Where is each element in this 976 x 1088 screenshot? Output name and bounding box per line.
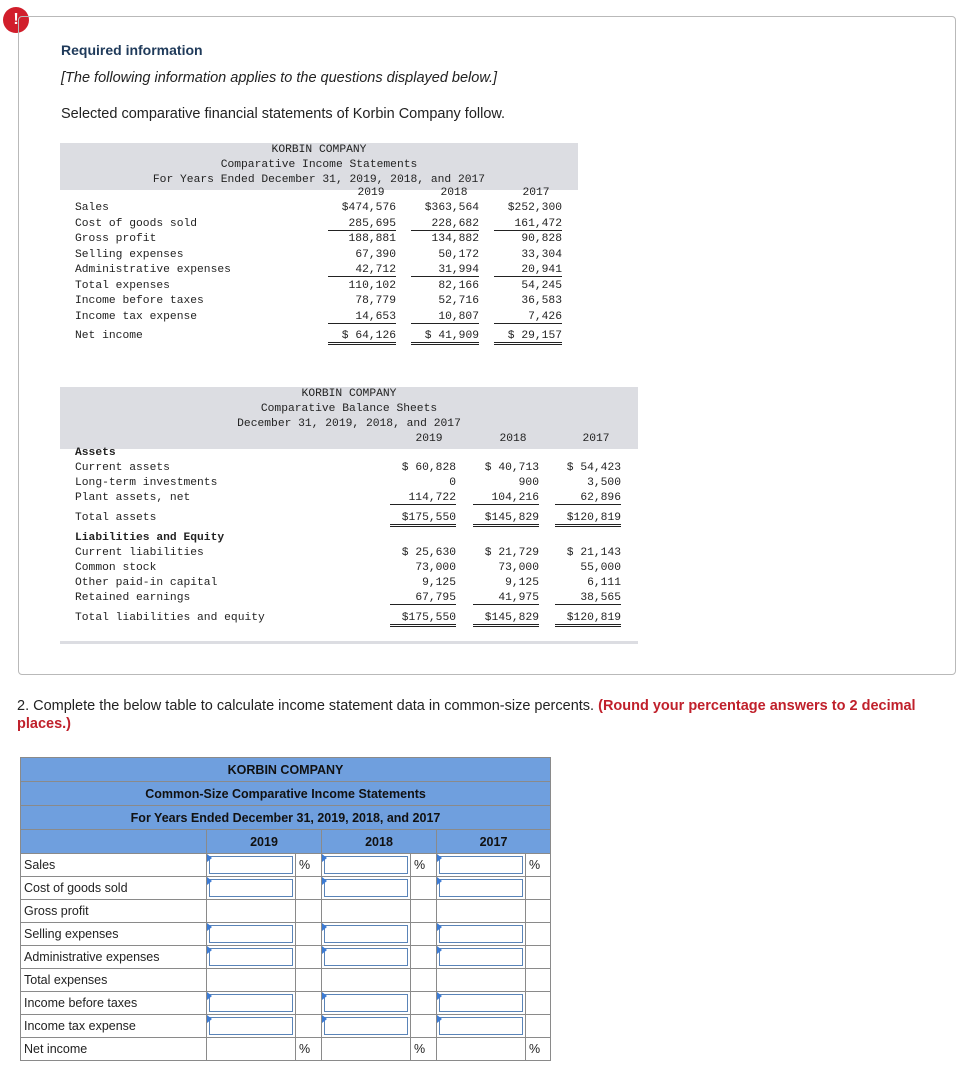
balance-row-label: Long-term investments — [75, 477, 218, 489]
input-marker-icon — [437, 877, 442, 885]
balance-value-2018: $145,829 — [473, 512, 539, 527]
income-statement-period: For Years Ended December 31, 2019, 2018, and 2017 — [152, 174, 486, 186]
income-value-2019: 285,695 — [328, 218, 396, 231]
assets-heading: Assets — [75, 447, 116, 459]
common-size-company: KORBIN COMPANY — [21, 758, 551, 782]
common-size-row-net-income — [21, 1038, 551, 1061]
income-row-label: Net income — [75, 330, 143, 342]
input-marker-icon — [322, 877, 327, 885]
income-year-2018: 2018 — [440, 187, 468, 199]
answer-input-selling-expenses-2017[interactable] — [439, 925, 523, 943]
input-marker-icon — [437, 854, 442, 862]
row-label: Selling expenses — [21, 923, 207, 946]
balance-row-label: Plant assets, net — [75, 492, 191, 504]
answer-input-sales-2019[interactable] — [209, 856, 293, 874]
balance-sheet-date: December 31, 2019, 2018, and 2017 — [237, 418, 461, 430]
percent-sign — [411, 1015, 437, 1038]
income-value-2019: 67,390 — [355, 249, 396, 261]
answer-cell-2018[interactable] — [322, 923, 411, 946]
income-value-2019: 42,712 — [328, 264, 396, 277]
percent-sign — [526, 877, 551, 900]
common-size-year-2017: 2017 — [437, 830, 551, 854]
answer-cell-2017[interactable] — [437, 992, 526, 1015]
answer-input-selling-expenses-2019[interactable] — [209, 925, 293, 943]
year-header-blank — [21, 830, 207, 854]
percent-sign: % — [526, 854, 551, 877]
balance-value-2019: 0 — [449, 477, 456, 489]
input-marker-icon — [207, 877, 212, 885]
input-marker-icon — [437, 946, 442, 954]
balance-year-2018: 2018 — [499, 433, 527, 445]
answer-input-selling-expenses-2018[interactable] — [324, 925, 408, 943]
percent-sign — [411, 877, 437, 900]
income-value-2019: $474,576 — [341, 202, 396, 214]
row-label: Income before taxes — [21, 992, 207, 1015]
income-row-label: Total expenses — [75, 280, 170, 292]
percent-sign — [411, 923, 437, 946]
balance-value-2018: 900 — [518, 477, 539, 489]
answer-input-cost-of-goods-sold-2019[interactable] — [209, 879, 293, 897]
answer-cell-2019 — [207, 900, 296, 923]
income-value-2018: 31,994 — [411, 264, 479, 277]
balance-row-label: Current liabilities — [75, 547, 204, 559]
answer-cell-2019[interactable] — [207, 1015, 296, 1038]
input-marker-icon — [207, 1015, 212, 1023]
answer-cell-2019[interactable] — [207, 854, 296, 877]
balance-value-2018: 41,975 — [473, 592, 539, 605]
common-size-row-total-expenses — [21, 969, 551, 992]
input-marker-icon — [437, 992, 442, 1000]
common-size-row-income-before-taxes — [21, 992, 551, 1015]
income-value-2017: 7,426 — [494, 311, 562, 324]
input-marker-icon — [207, 992, 212, 1000]
balance-year-2017: 2017 — [582, 433, 610, 445]
answer-input-administrative-expenses-2019[interactable] — [209, 948, 293, 966]
balance-sheet-title: Comparative Balance Sheets — [260, 403, 438, 415]
balance-value-2017: 38,565 — [555, 592, 621, 605]
income-row-label: Administrative expenses — [75, 264, 231, 276]
balance-value-2017: $ 54,423 — [566, 462, 621, 474]
balance-value-2018: $ 21,729 — [484, 547, 539, 559]
common-size-row-selling-expenses — [21, 923, 551, 946]
percent-sign — [526, 992, 551, 1015]
percent-sign — [296, 1015, 322, 1038]
common-size-year-2019: 2019 — [207, 830, 322, 854]
common-size-table — [20, 757, 551, 1061]
income-value-2017: 90,828 — [521, 233, 562, 245]
income-value-2017: 33,304 — [521, 249, 562, 261]
income-value-2017: 20,941 — [494, 264, 562, 277]
income-value-2018: $363,564 — [424, 202, 479, 214]
answer-input-cost-of-goods-sold-2018[interactable] — [324, 879, 408, 897]
answer-cell-2018[interactable] — [322, 854, 411, 877]
answer-cell-2019 — [207, 1038, 296, 1061]
balance-sheet-bottom-rule — [60, 641, 638, 644]
balance-value-2019: $ 25,630 — [401, 547, 456, 559]
answer-cell-2018[interactable] — [322, 946, 411, 969]
income-value-2019: 188,881 — [348, 233, 396, 245]
question-text — [17, 697, 947, 733]
income-value-2018: 228,682 — [411, 218, 479, 231]
income-value-2018: 10,807 — [411, 311, 479, 324]
common-size-row-gross-profit — [21, 900, 551, 923]
row-label: Total expenses — [21, 969, 207, 992]
row-label: Net income — [21, 1038, 207, 1061]
balance-value-2017: 62,896 — [555, 492, 621, 505]
answer-input-administrative-expenses-2017[interactable] — [439, 948, 523, 966]
common-size-year-row — [21, 830, 551, 854]
row-label: Administrative expenses — [21, 946, 207, 969]
common-size-title: Common-Size Comparative Income Statements — [21, 782, 551, 806]
income-value-2019: 14,653 — [328, 311, 396, 324]
answer-cell-2017[interactable] — [437, 1015, 526, 1038]
answer-cell-2017 — [437, 969, 526, 992]
income-statement-header — [60, 143, 578, 190]
answer-cell-2017 — [437, 900, 526, 923]
percent-sign: % — [411, 1038, 437, 1061]
input-marker-icon — [437, 1015, 442, 1023]
percent-sign: % — [526, 1038, 551, 1061]
answer-input-income-tax-expense-2018[interactable] — [324, 1017, 408, 1035]
percent-sign — [411, 969, 437, 992]
balance-value-2017: $120,819 — [555, 512, 621, 527]
liabilities-heading: Liabilities and Equity — [75, 532, 225, 544]
common-size-row-income-tax-expense — [21, 1015, 551, 1038]
percent-sign — [411, 992, 437, 1015]
input-marker-icon — [437, 923, 442, 931]
answer-cell-2018 — [322, 900, 411, 923]
balance-value-2019: $175,550 — [390, 512, 456, 527]
answer-cell-2019[interactable] — [207, 946, 296, 969]
balance-value-2017: $ 21,143 — [566, 547, 621, 559]
income-value-2019: $ 64,126 — [328, 330, 396, 345]
answer-input-sales-2018[interactable] — [324, 856, 408, 874]
answer-input-income-tax-expense-2017[interactable] — [439, 1017, 523, 1035]
row-label: Income tax expense — [21, 1015, 207, 1038]
income-row-label: Income before taxes — [75, 295, 204, 307]
answer-cell-2017[interactable] — [437, 923, 526, 946]
balance-year-2019: 2019 — [415, 433, 443, 445]
balance-row-label: Common stock — [75, 562, 157, 574]
answer-cell-2018[interactable] — [322, 992, 411, 1015]
required-info-intro: Selected comparative financial statements of Korbin Company follow. — [61, 106, 506, 122]
answer-input-income-tax-expense-2019[interactable] — [209, 1017, 293, 1035]
balance-value-2019: 114,722 — [390, 492, 456, 505]
input-marker-icon — [207, 946, 212, 954]
answer-cell-2017[interactable] — [437, 854, 526, 877]
balance-value-2017: $120,819 — [555, 612, 621, 627]
answer-cell-2019[interactable] — [207, 877, 296, 900]
input-marker-icon — [322, 992, 327, 1000]
common-size-row-sales — [21, 854, 551, 877]
income-year-2019: 2019 — [357, 187, 385, 199]
answer-input-income-before-taxes-2017[interactable] — [439, 994, 523, 1012]
income-statement-body — [60, 187, 578, 350]
balance-value-2017: 55,000 — [580, 562, 621, 574]
income-row-label: Selling expenses — [75, 249, 184, 261]
row-label: Cost of goods sold — [21, 877, 207, 900]
balance-value-2017: 6,111 — [587, 577, 621, 589]
input-marker-icon — [207, 923, 212, 931]
balance-row-label: Total liabilities and equity — [75, 612, 265, 624]
balance-value-2019: 67,795 — [390, 592, 456, 605]
percent-sign — [296, 900, 322, 923]
balance-value-2017: 3,500 — [587, 477, 621, 489]
answer-input-administrative-expenses-2018[interactable] — [324, 948, 408, 966]
percent-sign — [296, 877, 322, 900]
income-value-2017: 54,245 — [521, 280, 562, 292]
percent-sign — [526, 969, 551, 992]
percent-sign — [411, 946, 437, 969]
question-prompt: 2. Complete the below table to calculate income statement data in common-size percents. — [17, 698, 595, 714]
answer-cell-2019[interactable] — [207, 992, 296, 1015]
answer-cell-2017[interactable] — [437, 946, 526, 969]
income-row-label: Sales — [75, 202, 109, 214]
income-statement-title: Comparative Income Statements — [220, 159, 418, 171]
answer-cell-2019 — [207, 969, 296, 992]
income-value-2017: $252,300 — [507, 202, 562, 214]
answer-input-sales-2017[interactable] — [439, 856, 523, 874]
answer-input-income-before-taxes-2018[interactable] — [324, 994, 408, 1012]
income-value-2017: $ 29,157 — [494, 330, 562, 345]
balance-row-label: Retained earnings — [75, 592, 191, 604]
question-hint: (Round your percentage answers to 2 decimal places.) — [17, 698, 916, 732]
answer-cell-2017[interactable] — [437, 877, 526, 900]
percent-sign: % — [296, 854, 322, 877]
income-statement-company: KORBIN COMPANY — [271, 144, 367, 156]
balance-value-2018: 9,125 — [505, 577, 539, 589]
input-marker-icon — [322, 946, 327, 954]
answer-cell-2019[interactable] — [207, 923, 296, 946]
required-info-note: [The following information applies to the questions displayed below.] — [61, 70, 498, 86]
income-row-label: Gross profit — [75, 233, 157, 245]
percent-sign: % — [411, 854, 437, 877]
percent-sign — [296, 992, 322, 1015]
common-size-row-administrative-expenses — [21, 946, 551, 969]
income-value-2017: 161,472 — [494, 218, 562, 231]
balance-value-2018: $ 40,713 — [484, 462, 539, 474]
balance-value-2019: 73,000 — [415, 562, 456, 574]
input-marker-icon — [207, 854, 212, 862]
balance-row-label: Current assets — [75, 462, 170, 474]
income-value-2018: 134,882 — [431, 233, 479, 245]
row-label: Sales — [21, 854, 207, 877]
percent-sign — [296, 969, 322, 992]
income-value-2018: 82,166 — [438, 280, 479, 292]
percent-sign — [526, 923, 551, 946]
answer-input-income-before-taxes-2019[interactable] — [209, 994, 293, 1012]
percent-sign — [526, 1015, 551, 1038]
common-size-year-2018: 2018 — [322, 830, 437, 854]
percent-sign — [526, 946, 551, 969]
income-value-2019: 78,779 — [355, 295, 396, 307]
balance-value-2019: 9,125 — [422, 577, 456, 589]
common-size-row-cost-of-goods-sold — [21, 877, 551, 900]
percent-sign — [296, 946, 322, 969]
income-value-2019: 110,102 — [348, 280, 396, 292]
percent-sign — [296, 923, 322, 946]
income-row-label: Cost of goods sold — [75, 218, 198, 230]
answer-cell-2018 — [322, 1038, 411, 1061]
balance-value-2018: 104,216 — [473, 492, 539, 505]
income-value-2018: $ 41,909 — [411, 330, 479, 345]
common-size-period: For Years Ended December 31, 2019, 2018, and 2017 — [21, 806, 551, 830]
percent-sign — [526, 900, 551, 923]
balance-row-label: Total assets — [75, 512, 157, 524]
answer-cell-2017 — [437, 1038, 526, 1061]
required-info-title: Required information — [61, 42, 203, 58]
percent-sign: % — [296, 1038, 322, 1061]
percent-sign — [411, 900, 437, 923]
answer-cell-2018[interactable] — [322, 1015, 411, 1038]
balance-value-2019: $ 60,828 — [401, 462, 456, 474]
income-value-2018: 52,716 — [438, 295, 479, 307]
income-value-2018: 50,172 — [438, 249, 479, 261]
balance-value-2018: 73,000 — [498, 562, 539, 574]
balance-value-2018: $145,829 — [473, 612, 539, 627]
balance-sheet-body — [60, 449, 638, 643]
balance-sheet-header — [60, 387, 638, 449]
alert-icon: ! — [3, 7, 29, 33]
input-marker-icon — [322, 854, 327, 862]
answer-input-cost-of-goods-sold-2017[interactable] — [439, 879, 523, 897]
answer-cell-2018 — [322, 969, 411, 992]
balance-row-label: Other paid-in capital — [75, 577, 218, 589]
answer-cell-2018[interactable] — [322, 877, 411, 900]
income-value-2017: 36,583 — [521, 295, 562, 307]
input-marker-icon — [322, 1015, 327, 1023]
input-marker-icon — [322, 923, 327, 931]
income-row-label: Income tax expense — [75, 311, 198, 323]
row-label: Gross profit — [21, 900, 207, 923]
income-year-2017: 2017 — [522, 187, 550, 199]
balance-value-2019: $175,550 — [390, 612, 456, 627]
balance-sheet-company: KORBIN COMPANY — [301, 388, 397, 400]
